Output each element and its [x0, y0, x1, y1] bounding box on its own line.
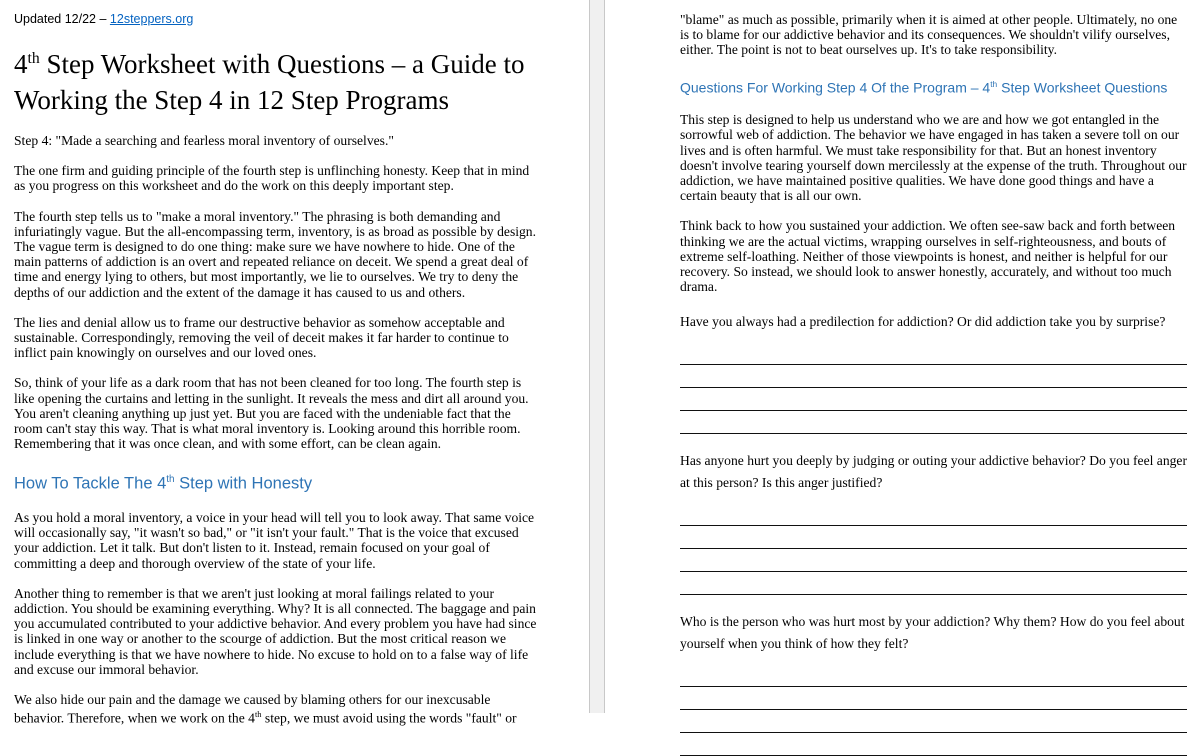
right-page-content [680, 12, 1187, 756]
page-divider [589, 0, 605, 713]
section-heading-step4-questions: Questions For Working Step 4 Of the Program – 4th Step Worksheet Questions [680, 78, 1168, 96]
section-heading-tackle-step4: How To Tackle The 4th Step with Honesty [14, 474, 313, 493]
answer-line[interactable] [680, 549, 1187, 572]
paragraph: The one firm and guiding principle of the fourth step is unflinching honesty. Keep that in mind as you progress on this worksheet and do the work on this deeply important step. [14, 163, 530, 194]
title-text: Step Worksheet with Questions – a Guide to [39, 49, 525, 79]
answer-lines [680, 503, 1187, 595]
title-ordinal-sup: th [27, 50, 40, 67]
answer-line[interactable] [680, 388, 1187, 411]
answer-line[interactable] [680, 503, 1187, 526]
heading-ordinal-sup: th [166, 474, 175, 486]
paragraph: So, think of your life as a dark room that has not been cleaned for too long. The fourth step is like opening the curtains and letting in the sunlight. It reveals the mess and dirt all around you. You aren't cleaning anything up just yet. But you are faced with the undeniable fact that the room can't stay this way. That is what moral inventory is. Looking around this horrible room. Remembering that it was once clean, and with some effort, can be clean again. [14, 375, 529, 452]
doc-updated-line [14, 12, 541, 27]
doc-title-line1 [14, 41, 541, 82]
left-page-content [14, 12, 541, 726]
paragraph-continued: We also hide our pain and the damage we caused by blaming others for our inexcusable behavior. Therefore, when we work on the 4th step, we must avoid using the words "fault" or [14, 691, 517, 726]
question-block-1 [680, 311, 1187, 434]
paragraph: The fourth step tells us to "make a moral inventory." The phrasing is both demanding and infuriatingly vague. But the all-encompassing term, inventory, is as broad as possible by design. The vague term is designed to do one thing: make sure we have nowhere to hide. One of the main patterns of addiction is an overt and repeated reliance on deceit. We spend a great deal of time and energy lying to others, but most importantly, we lie to ourselves. We try to deny the depths of our addiction and the extent of the damage it has caused to us and others. [14, 208, 536, 300]
question-block-3 [680, 611, 1187, 756]
paragraph-continuation: "blame" as much as possible, primarily when it is aimed at other people. Ultimately, no one is to blame for our addictive behavior and its consequences. We shouldn't vilify ourselves, either. The point is not to beat ourselves up. It's to take responsibility. [680, 12, 1178, 58]
answer-line[interactable] [680, 733, 1187, 756]
answer-line[interactable] [680, 572, 1187, 595]
paragraph-ordinal-sup: th [254, 709, 262, 720]
answer-line[interactable] [680, 342, 1187, 365]
doc-title-line2: Working the Step 4 in 12 Step Programs [14, 85, 450, 115]
paragraph: The lies and denial allow us to frame our destructive behavior as somehow acceptable and sustainable. Correspondingly, removing the veil of deceit makes it far harder to continue to inflict pain knowingly on ourselves and our loved ones. [14, 314, 509, 361]
answer-line[interactable] [680, 411, 1187, 434]
answer-line[interactable] [680, 664, 1187, 687]
answer-line[interactable] [680, 526, 1187, 549]
paragraph: Another thing to remember is that we aren't just looking at moral failings related to your addiction. You should be examining everything. Why? It is all connected. The baggage and pain you accumulated contributed to your addictive behavior. And every problem you have had since is linked in one way or another to the scourge of addiction. But the most critical reason we include everything is that we have nowhere to hide. No excuse to hold on to a false way of life and excuse our immoral behavior. [14, 585, 537, 677]
answer-lines [680, 664, 1187, 756]
paragraph: This step is designed to help us understand who we are and how we got entangled in the sorrowful web of addiction. The behavior we have engaged in has taken a severe toll on our lives and is often harmful. We must take responsibility for that. But an honest inventory doesn't involve tearing yourself down mercilessly at the expense of the truth. Throughout our addiction, we have maintained positive qualities. We have done good things and have a certain beauty that is all our own. [680, 112, 1187, 204]
document-page-right [605, 0, 1198, 713]
title-number: 4 [14, 49, 28, 79]
question-text: Have you always had a predilection for addiction? Or did addiction take you by surprise? [680, 313, 1166, 329]
question-text: Who is the person who was hurt most by your addiction? Why them? How do you feel about yourself when you think of how they felt? [680, 613, 1185, 651]
question-block-2 [680, 450, 1187, 595]
heading-ordinal-sup: th [990, 78, 998, 89]
paragraph: Think back to how you sustained your addiction. We often see-saw back and forth between thinking we are the actual victims, wrapping ourselves in self-righteousness, and bouts of extreme self-loathing. Neither of those viewpoints is honest, and neither is helpful for our recovery. So instead, we should look to answer honestly, accurately, and without too much drama. [680, 218, 1176, 295]
12steppers-link[interactable]: 12steppers.org [109, 12, 194, 26]
step4-quote: Step 4: "Made a searching and fearless moral inventory of ourselves." [14, 133, 394, 148]
updated-text: Updated 12/22 – [14, 12, 110, 26]
doc-title [14, 41, 541, 118]
answer-lines [680, 342, 1187, 434]
answer-line[interactable] [680, 365, 1187, 388]
answer-line[interactable] [680, 687, 1187, 710]
document-page-left [0, 0, 589, 726]
paragraph: As you hold a moral inventory, a voice in your head will tell you to look away. That same voice will occasionally say, "it wasn't so bad," or "it isn't your fault." That is the voice that excused your addiction. Let it talk. But don't listen to it. Instead, remain focused on your goal of committing a deep and thorough overview of the state of your life. [14, 509, 535, 571]
question-text: Has anyone hurt you deeply by judging or outing your addictive behavior? Do you feel anger at this person? Is this anger justified? [680, 452, 1187, 490]
